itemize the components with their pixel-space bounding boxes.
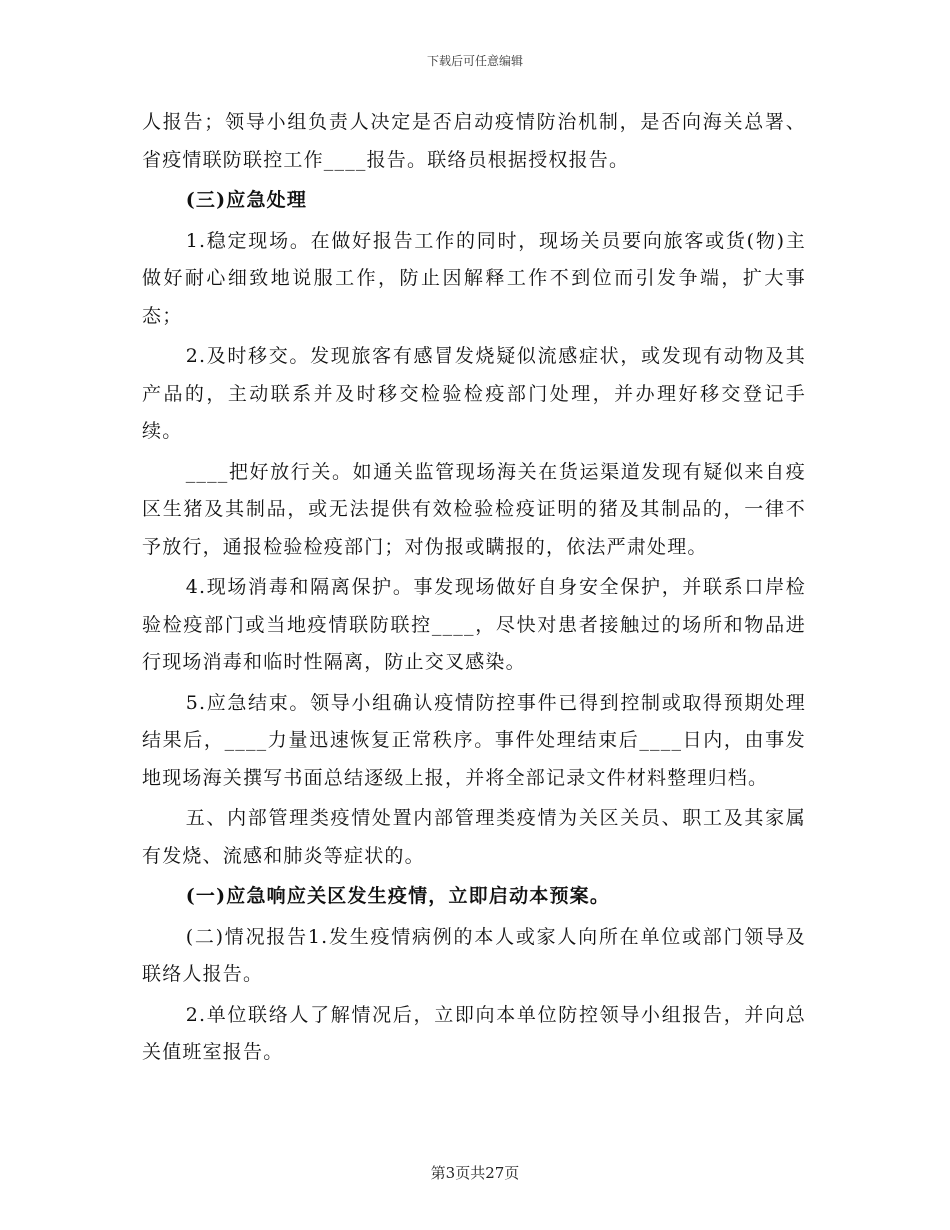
document-body (142, 104, 806, 1072)
section-heading-internal-management: 五、内部管理类疫情处置内部管理类疫情为关区关员、职工及其家属有发烧、流感和肺炎等症状的。 (142, 807, 806, 867)
paragraph-item-2: 2.及时移交。发现旅客有感冒发烧疑似流感症状，或发现有动物及其产品的，主动联系并及时移交检验检疫部门处理，并办理好移交登记手续。 (142, 345, 806, 442)
subsection-emergency-response: (一)应急响应关区发生疫情，立即启动本预案。 (185, 885, 611, 907)
section-heading-emergency-handling: (三)应急处理 (185, 189, 308, 211)
paragraph-item-1: 1.稳定现场。在做好报告工作的同时，现场关员要向旅客或货(物)主做好耐心细致地说服工作，防止因解释工作不到位而引发争端，扩大事态； (142, 229, 806, 327)
subsection-situation-report: (二)情况报告1.发生疫情病例的本人或家人向所在单位或部门领导及联络人报告。 (142, 925, 806, 985)
paragraph-item-3: ____把好放行关。如通关监管现场海关在货运渠道发现有疑似来自疫区生猪及其制品，或无法提供有效检验检疫证明的猪及其制品的，一律不予放行，通报检验检疫部门；对伪报或瞒报的，依法严肃处理。 (142, 460, 806, 558)
paragraph-item-4: 4.现场消毒和隔离保护。事发现场做好自身安全保护，并联系口岸检验检疫部门或当地疫情联防联控____，尽快对患者接触过的场所和物品进行现场消毒和临时性隔离，防止交叉感染。 (142, 576, 806, 673)
page-number: 第3页共27页 (430, 1164, 520, 1182)
header-text: 下载后可任意编辑 (426, 54, 523, 68)
page-header (0, 52, 950, 69)
paragraph-report-item-2: 2.单位联络人了解情况后，立即向本单位防控领导小组报告，并向总关值班室报告。 (142, 1003, 806, 1063)
page-footer (0, 1162, 950, 1183)
paragraph-continuation: 人报告；领导小组负责人决定是否启动疫情防治机制，是否向海关总署、省疫情联防联控工作____报告。联络员根据授权报告。 (142, 111, 806, 171)
paragraph-item-5: 5.应急结束。领导小组确认疫情防控事件已得到控制或取得预期处理结果后，____力量迅速恢复正常秩序。事件处理结束后____日内，由事发地现场海关撰写书面总结逐级上报，并将全部记录文件材料整理归档。 (142, 691, 806, 789)
